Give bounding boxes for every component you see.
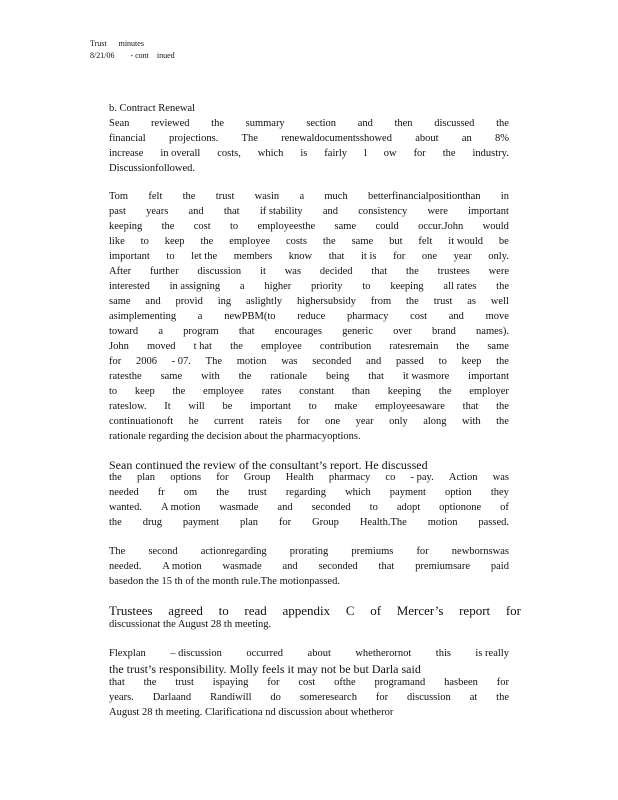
body-line: interested in assigning a higher priority to keeping all rates the bbox=[109, 281, 509, 292]
body-line: asimplementing a newPBM(to reduce pharmacy cost and move bbox=[109, 311, 509, 322]
body-line: financial projections. The renewaldocumentsshowed about an 8% bbox=[109, 133, 509, 144]
body-line: August 28 th meeting. Clarificationa nd discussion about whetheror bbox=[109, 707, 394, 718]
body-line: Trustees agreed to read appendix C of Mercer’s report for bbox=[109, 603, 521, 618]
body-line: Sean reviewed the summary section and then discussed the bbox=[109, 118, 509, 129]
body-line: discussionat the August 28 th meeting. bbox=[109, 619, 272, 630]
body-line: the drug payment plan for Group Health.The motion passed. bbox=[109, 517, 509, 528]
body-line: basedon the 15 th of the month rule.The motionpassed. bbox=[109, 576, 340, 587]
body-line: John moved t hat the employee contribution ratesremain the same bbox=[109, 341, 509, 352]
body-line: increase in overall costs, which is fairly l ow for the industry. bbox=[109, 148, 509, 159]
body-line: rationale regarding the decision about the pharmacyoptions. bbox=[109, 431, 361, 442]
header-line-2: 8/21/06 - cont inued bbox=[90, 51, 175, 60]
body-line: Tom felt the trust wasin a much betterfinancialpositionthan in bbox=[109, 191, 509, 202]
body-line: toward a program that encourages generic over brand names). bbox=[109, 326, 509, 337]
body-line: the trust’s responsibility. Molly feels it may not be but Darla said bbox=[109, 662, 421, 676]
body-line: that the trust ispaying for cost ofthe programand hasbeen for bbox=[109, 677, 509, 688]
body-line: past years and that if stability and consistency were important bbox=[109, 206, 509, 217]
body-line: Flexplan – discussion occurred about whetherornot this is really bbox=[109, 648, 509, 659]
body-line: The second actionregarding prorating premiums for newbornswas bbox=[109, 546, 509, 557]
body-line: Sean continued the review of the consultant’s report. He discussed bbox=[109, 458, 428, 472]
body-line: for 2006 - 07. The motion was seconded and passed to keep the bbox=[109, 356, 509, 367]
body-line: years. Darlaand Randiwill do someresearch for discussion at the bbox=[109, 692, 509, 703]
body-line: the plan options for Group Health pharmacy co - pay. Action was bbox=[109, 472, 509, 483]
body-line: continuationoft he current rateis for one year only along with the bbox=[109, 416, 509, 427]
body-line: b. Contract Renewal bbox=[109, 103, 196, 114]
body-line: like to keep the employee costs the same but felt it would be bbox=[109, 236, 509, 247]
body-line: needed fr om the trust regarding which payment option they bbox=[109, 487, 509, 498]
body-line: rateslow. It will be important to make employeesaware that the bbox=[109, 401, 509, 412]
body-line: Discussionfollowed. bbox=[109, 163, 196, 174]
header-line-1: Trust minutes bbox=[90, 39, 144, 48]
body-line: ratesthe same with the rationale being that it wasmore important bbox=[109, 371, 509, 382]
body-line: keeping the cost to employeesthe same could occur.John would bbox=[109, 221, 509, 232]
body-line: important to let the members know that it is for one year only. bbox=[109, 251, 509, 262]
body-line: to keep the employee rates constant than keeping the employer bbox=[109, 386, 509, 397]
body-line: needed. A motion wasmade and seconded that premiumsare paid bbox=[109, 561, 509, 572]
body-line: wanted. A motion wasmade and seconded to adopt optionone of bbox=[109, 502, 509, 513]
body-line: same and provid ing aslightly highersubsidy from the trust as well bbox=[109, 296, 509, 307]
body-line: After further discussion it was decided that the trustees were bbox=[109, 266, 509, 277]
